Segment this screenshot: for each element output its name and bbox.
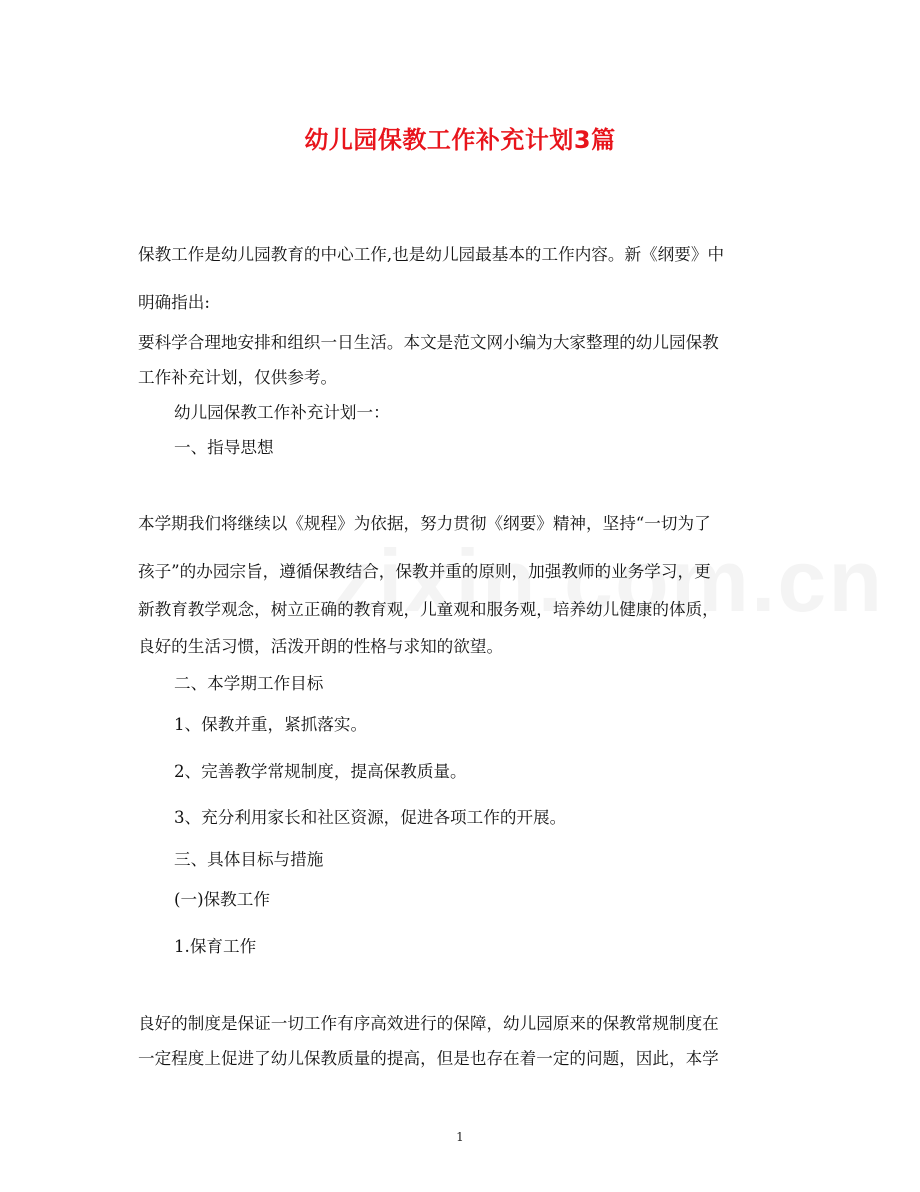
list-item: 2、完善教学常规制度，提高保教质量。: [174, 762, 467, 781]
section-heading: 一、指导思想: [174, 438, 274, 457]
paragraph-line: 良好的生活习惯，活泼开朗的性格与求知的欲望。: [138, 637, 504, 656]
paragraph-line: 良好的制度是保证一切工作有序高效进行的保障，幼儿园原来的保教常规制度在: [138, 1014, 719, 1033]
section-heading: 三、具体目标与措施: [174, 850, 324, 869]
section-heading: 二、本学期工作目标: [174, 674, 324, 693]
page-number: 1: [456, 1130, 464, 1144]
paragraph-line: 新教育教学观念，树立正确的教育观，儿童观和服务观，培养幼儿健康的体质，: [138, 600, 719, 619]
paragraph-line: 本学期我们将继续以《规程》为依据，努力贯彻《纲要》精神，坚持“一切为了: [138, 514, 711, 533]
paragraph-line: 工作补充计划，仅供参考。: [138, 368, 338, 387]
list-item: 3、充分利用家长和社区资源，促进各项工作的开展。: [174, 808, 567, 827]
paragraph-line: 保教工作是幼儿园教育的中心工作,也是幼儿园最基本的工作内容。新《纲要》中: [138, 245, 725, 264]
subsection-heading: 1.保育工作: [174, 937, 257, 956]
paragraph-line: 要科学合理地安排和组织一日生活。本文是范文网小编为大家整理的幼儿园保教: [138, 333, 719, 352]
paragraph-line: 明确指出:: [138, 293, 210, 312]
list-item: 1、保教并重，紧抓落实。: [174, 715, 368, 734]
paragraph-line: 幼儿园保教工作补充计划一：: [174, 403, 390, 422]
subsection-heading: (一)保教工作: [174, 890, 270, 909]
document-title: 幼儿园保教工作补充计划3篇: [304, 126, 616, 154]
paragraph-line: 孩子”的办园宗旨，遵循保教结合，保教并重的原则，加强教师的业务学习，更: [138, 562, 711, 581]
paragraph-line: 一定程度上促进了幼儿保教质量的提高，但是也存在着一定的问题，因此，本学: [138, 1049, 719, 1068]
